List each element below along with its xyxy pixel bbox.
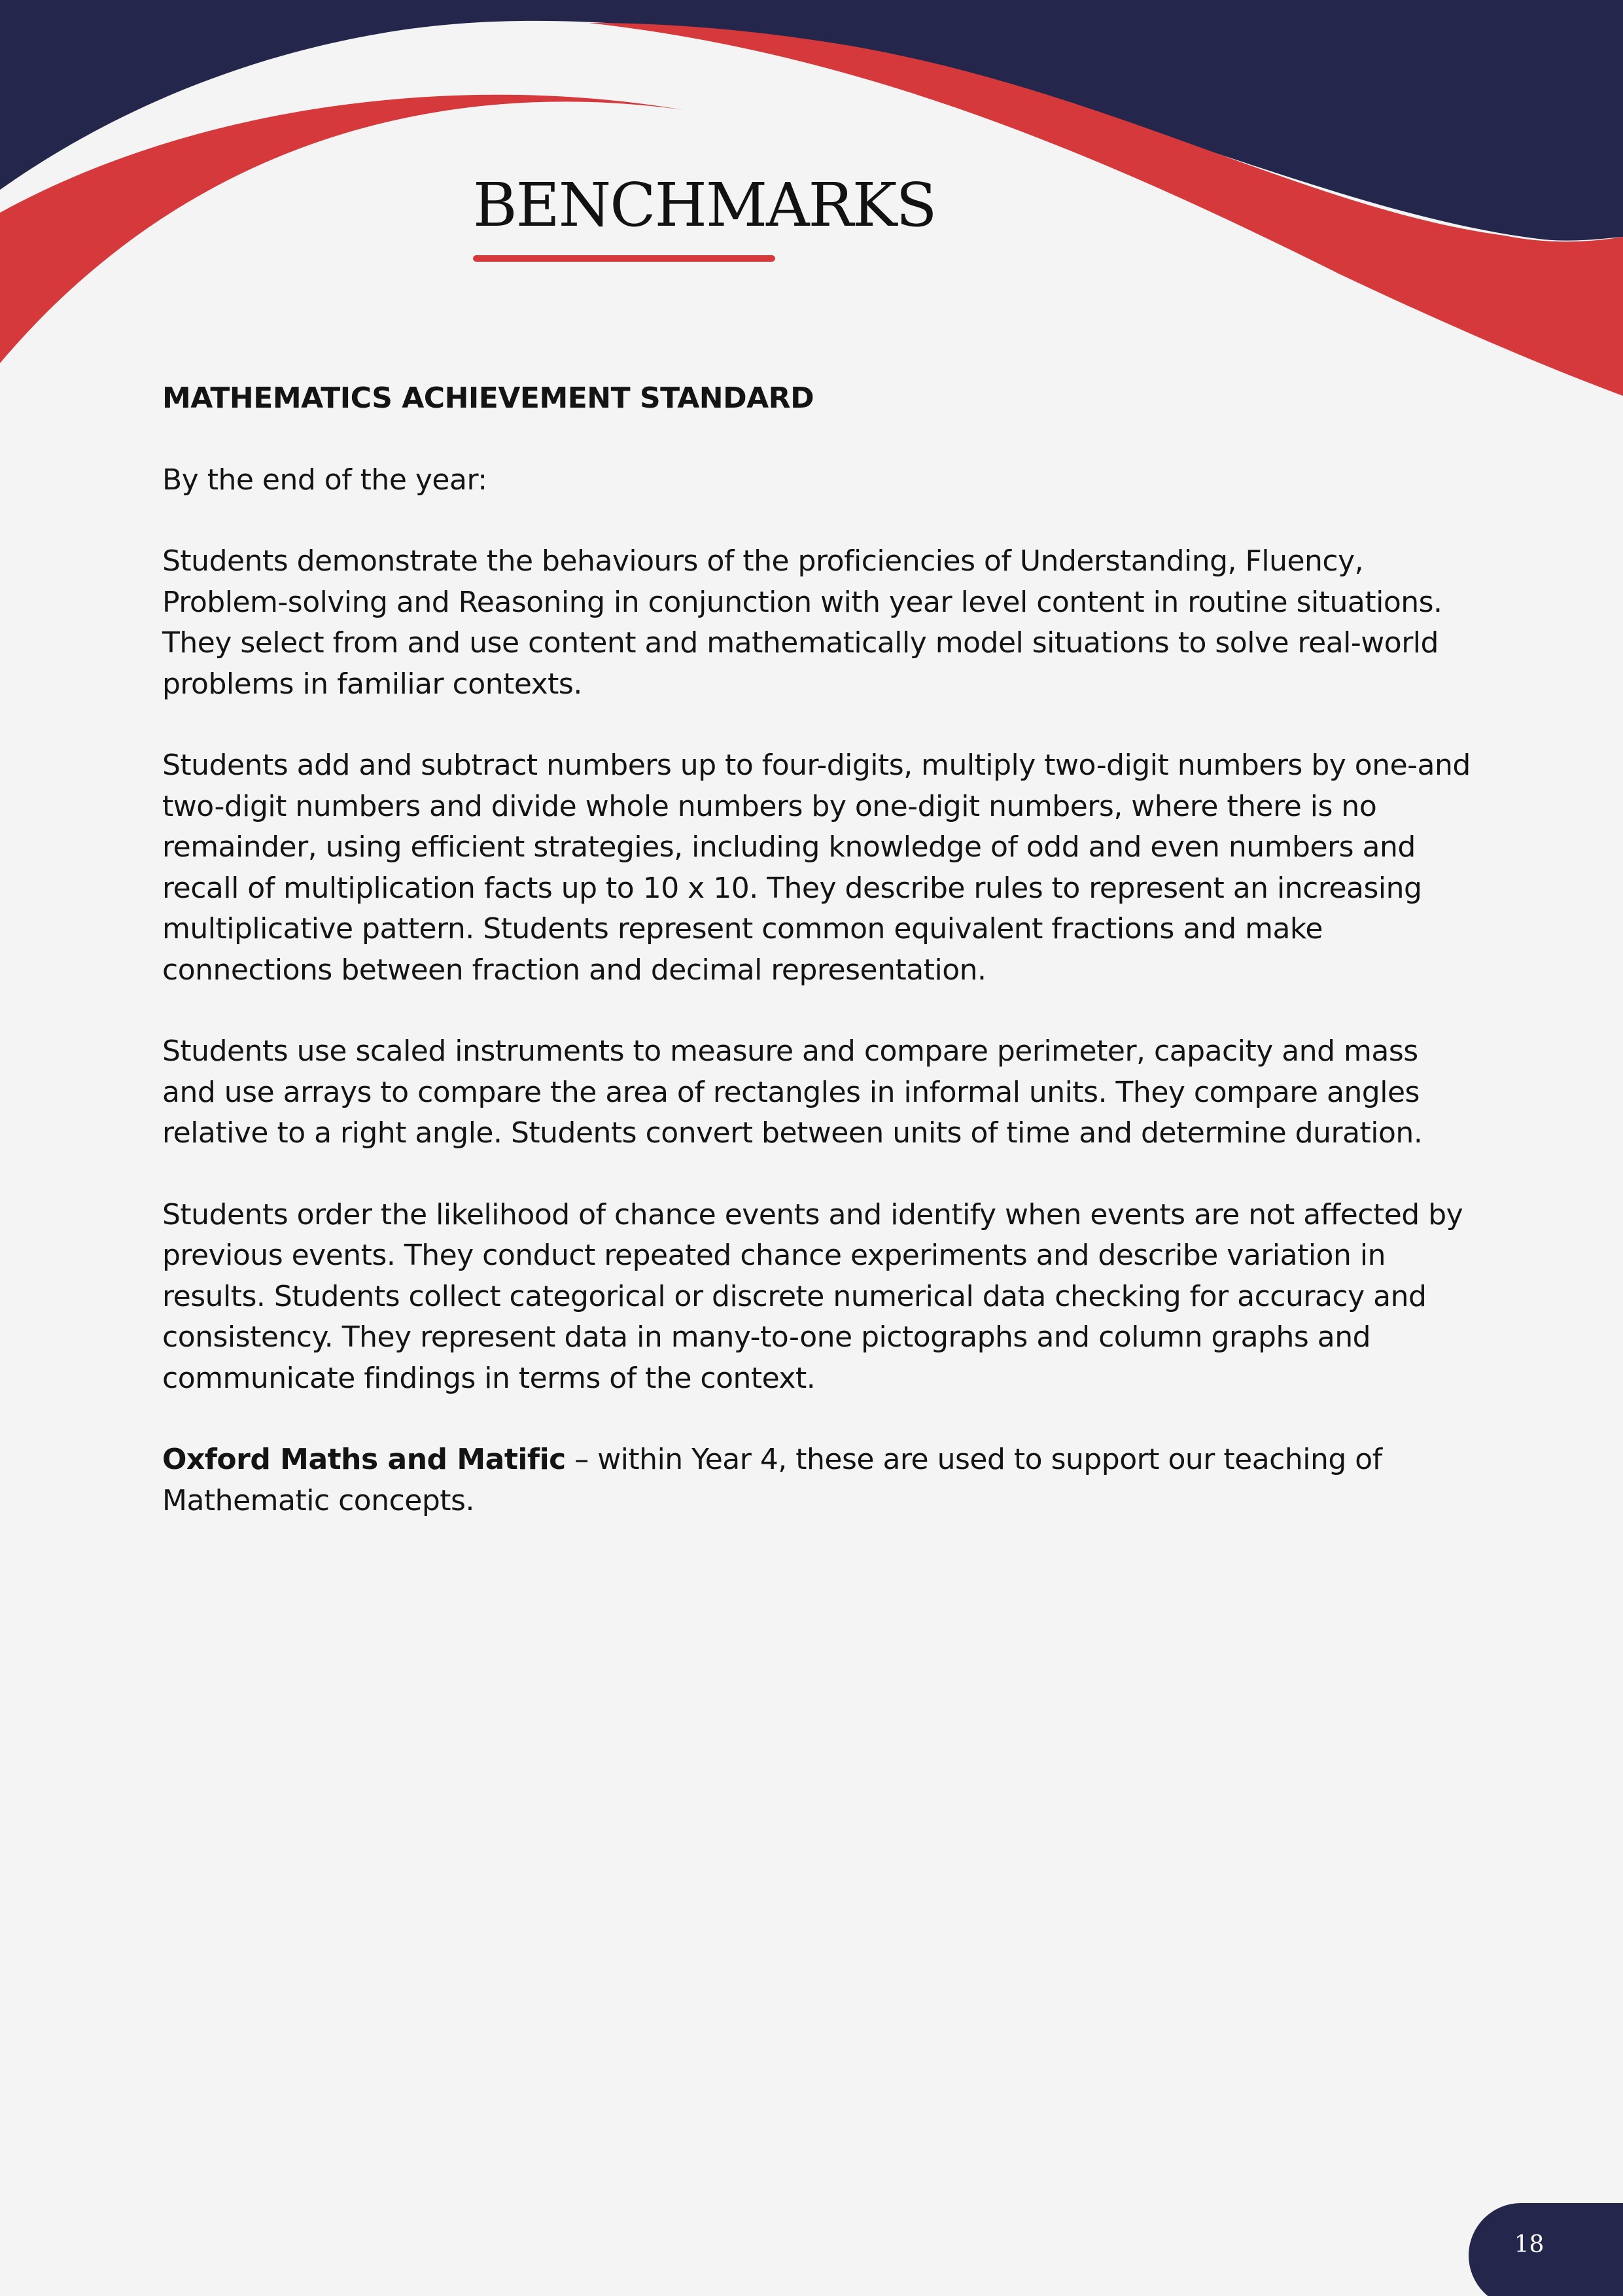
paragraph-statistics-probability: Students order the likelihood of chance events and identify when events are not affected by previous events. They conduct repeated chance experiments and describe variation in results. Students collect categorical or discrete numerical data checking for accuracy and consistency. They represent data in many-to-one pictographs and column graphs and communicate findings in terms of the context. [162, 1197, 1463, 1395]
page-title: BENCHMARKS [473, 170, 936, 240]
paragraph-number-algebra: Students add and subtract numbers up to four-digits, multiply two-digit numbers by one-and two-digit numbers and divide whole numbers by one-digit numbers, where there is no remainder, using efficient strategies, including knowledge of odd and even numbers and recall of multiplication facts up to 10 x 10. They describe rules to represent an increasing multiplicative pattern. Students represent common equivalent fractions and make connections between fraction and decimal representation. [162, 749, 1471, 987]
main-content [162, 378, 1471, 1562]
intro-text: By the end of the year: [162, 463, 487, 497]
paragraph-proficiencies: Students demonstrate the behaviours of the proficiencies of Understanding, Fluency, Problem-solving and Reasoning in conjunction with year level content in routine situations. They select from and use content and mathematically model situations to solve real-world problems in familiar contexts. [162, 544, 1442, 701]
page-number: 18 [1514, 2231, 1544, 2258]
resources-paragraph [162, 1439, 1471, 1521]
title-underline [473, 255, 775, 262]
resources-name: Oxford Maths and Matific [162, 1443, 566, 1476]
section-heading: MATHEMATICS ACHIEVEMENT STANDARD [162, 381, 814, 415]
resources-description: – within Year 4, these are used to support our teaching of Mathematic concepts. [162, 1443, 1382, 1517]
paragraph-measurement: Students use scaled instruments to measure and compare perimeter, capacity and mass and use arrays to compare the area of rectangles in informal units. They compare angles relative to a right angle. Students convert between units of time and determine duration. [162, 1034, 1423, 1150]
